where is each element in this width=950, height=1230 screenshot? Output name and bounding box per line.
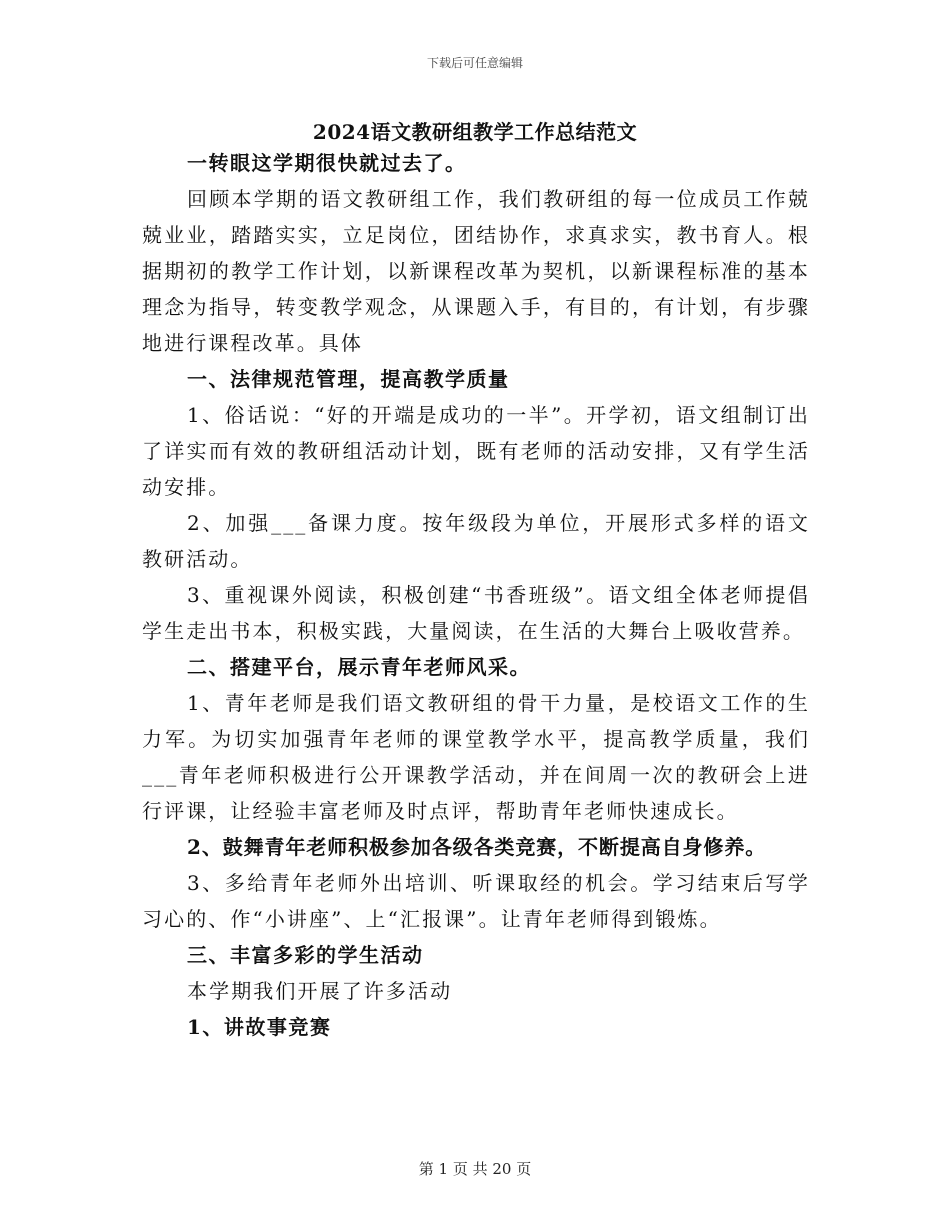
document-title: 2024语文教研组教学工作总结范文 xyxy=(312,120,638,144)
intro-paragraph: 回顾本学期的语文教研组工作，我们教研组的每一位成员工作兢兢业业，踏踏实实，立足岗位，团结协作，求真求实，教书育人。根据期初的教学工作计划，以新课程改革为契机，以新课程标准的基本理念为指导，转变教学观念，从课题入手，有目的，有计划，有步骤地进行课程改革。具体 xyxy=(142,187,810,355)
page-header-note: 下载后可任意编辑 xyxy=(426,56,523,70)
section-3-intro: 本学期我们开展了许多活动 xyxy=(187,979,453,1003)
section-2-item-2: 2、鼓舞青年老师积极参加各级各类竞赛，不断提高自身修养。 xyxy=(187,835,767,859)
section-1-item-3: 3、重视课外阅读，积极创建“书香班级”。语文组全体老师提倡学生走出书本，积极实践，大量阅读，在生活的大舞台上吸收营养。 xyxy=(142,583,810,643)
document-body xyxy=(142,145,810,1045)
page-number: 第 1 页 共 20 页 xyxy=(418,1160,532,1178)
section-3-item-1: 1、讲故事竞赛 xyxy=(187,1015,332,1039)
section-1-item-1: 1、俗话说：“好的开端是成功的一半”。开学初，语文组制订出了详实而有效的教研组活动计划，既有老师的活动安排，又有学生活动安排。 xyxy=(142,403,810,499)
section-2-item-1: 1、青年老师是我们语文教研组的骨干力量，是校语文工作的生力军。为切实加强青年老师的课堂教学水平，提高教学质量，我们___青年老师积极进行公开课教学活动，并在间周一次的教研会上进行评课，让经验丰富老师及时点评，帮助青年老师快速成长。 xyxy=(142,691,810,823)
section-heading-3: 三、丰富多彩的学生活动 xyxy=(187,943,424,967)
section-heading-2: 二、搭建平台，展示青年老师风采。 xyxy=(187,655,531,679)
intro-heading: 一转眼这学期很快就过去了。 xyxy=(187,151,467,175)
section-2-item-3: 3、多给青年老师外出培训、听课取经的机会。学习结束后写学习心的、作“小讲座”、上“汇报课”。让青年老师得到锻炼。 xyxy=(142,871,810,931)
section-heading-1: 一、法律规范管理，提高教学质量 xyxy=(187,367,510,391)
section-1-item-2: 2、加强___备课力度。按年级段为单位，开展形式多样的语文教研活动。 xyxy=(142,511,810,571)
